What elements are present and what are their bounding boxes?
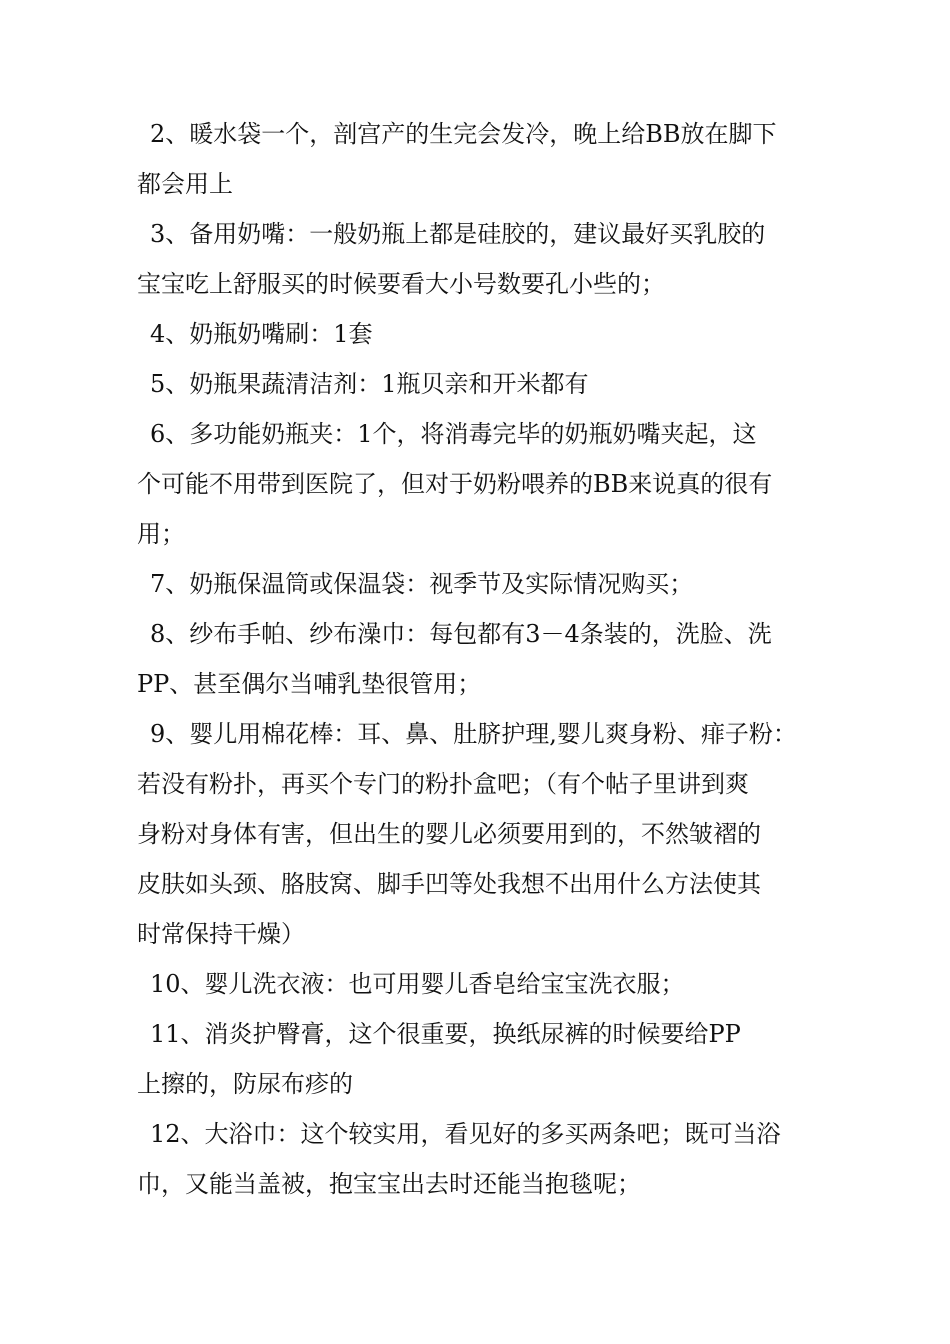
list-item-line: 时常保持干燥） bbox=[137, 920, 305, 948]
list-item-line: 个可能不用带到医院了，但对于奶粉喂养的BB来说真的很有 bbox=[137, 470, 773, 498]
list-item-line: 上擦的，防尿布疹的 bbox=[137, 1070, 353, 1098]
list-item-line: 7、奶瓶保温筒或保温袋：视季节及实际情况购买； bbox=[150, 570, 694, 598]
list-item-line: 都会用上 bbox=[137, 170, 233, 198]
list-item-line: 12、大浴巾：这个较实用，看见好的多买两条吧；既可当浴 bbox=[150, 1120, 781, 1148]
list-item-line: 用； bbox=[137, 520, 185, 548]
list-item-line: 皮肤如头颈、胳肢窝、脚手凹等处我想不出用什么方法使其 bbox=[137, 870, 761, 898]
list-item-line: PP、甚至偶尔当哺乳垫很管用； bbox=[137, 670, 482, 698]
list-item-line: 8、纱布手帕、纱布澡巾：每包都有3－4条装的，洗脸、洗 bbox=[150, 620, 772, 648]
list-item-line: 4、奶瓶奶嘴刷：1套 bbox=[150, 320, 373, 348]
list-item-line: 6、多功能奶瓶夹：1个，将消毒完毕的奶瓶奶嘴夹起，这 bbox=[150, 420, 757, 448]
list-item-line: 5、奶瓶果蔬清洁剂：1瓶贝亲和开米都有 bbox=[150, 370, 589, 398]
list-item-line: 若没有粉扑，再买个专门的粉扑盒吧；（有个帖子里讲到爽 bbox=[137, 770, 749, 798]
list-item-line: 身粉对身体有害，但出生的婴儿必须要用到的，不然皱褶的 bbox=[137, 820, 761, 848]
list-item-line: 9、婴儿用棉花棒：耳、鼻、肚脐护理,婴儿爽身粉、痱子粉： bbox=[150, 720, 797, 748]
list-item-line: 3、备用奶嘴：一般奶瓶上都是硅胶的，建议最好买乳胶的 bbox=[150, 220, 766, 248]
list-item-line: 宝宝吃上舒服买的时候要看大小号数要孔小些的； bbox=[137, 270, 665, 298]
list-item-line: 2、暖水袋一个，剖宫产的生完会发冷，晚上给BB放在脚下 bbox=[150, 120, 777, 148]
list-item-line: 11、消炎护臀膏，这个很重要，换纸尿裤的时候要给PP bbox=[150, 1020, 741, 1048]
list-item-line: 10、婴儿洗衣液：也可用婴儿香皂给宝宝洗衣服； bbox=[150, 970, 685, 998]
list-item-line: 巾，又能当盖被，抱宝宝出去时还能当抱毯呢； bbox=[137, 1170, 641, 1198]
